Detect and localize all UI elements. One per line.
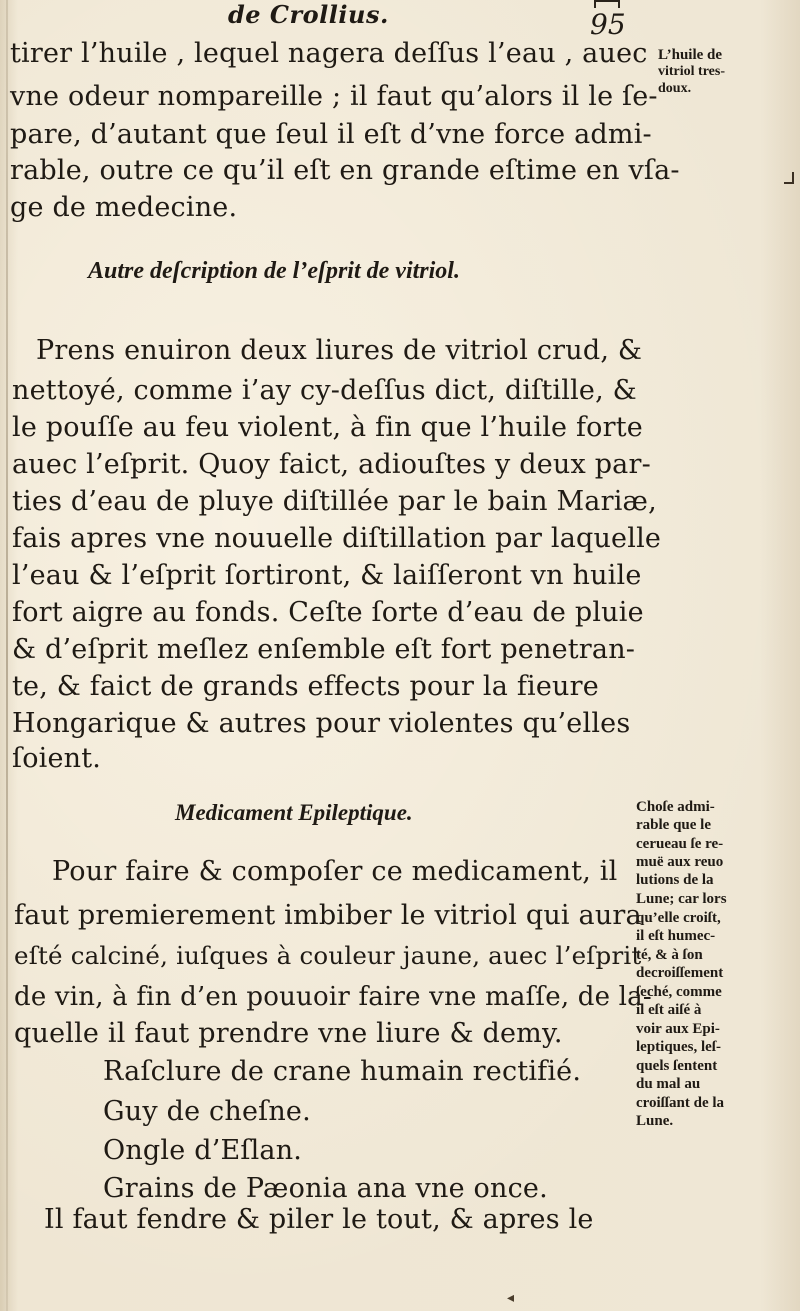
section-heading-epileptic-medicament: Medicament Epileptique. [175,800,413,825]
text-line: eſté calciné, iuſques à couleur jaune, auec l’eſprit [14,941,642,970]
margin-note-line: leptiques, leſ- [636,1039,721,1055]
margin-note-line: il eſt humec- [636,928,716,944]
margin-note-line: du mal au [636,1076,701,1092]
text-line: & d’eſprit meſlez enſemble eſt fort penetran- [12,634,636,665]
text-line: l’eau & l’eſprit ſortiront, & laiſſeront vn huile [12,560,642,591]
margin-note-line: croiſſant de la [636,1095,725,1111]
margin-note-line: ſeché, comme [636,984,722,1000]
text-line: ſoient. [12,743,102,774]
margin-note-line: Lune; car lors [636,891,727,907]
stray-ink-mark: ◂ [507,1290,515,1306]
text-line: Prens enuiron deux liures de vitriol crud, & [36,335,643,366]
text-line: Pour faire & compoſer ce medicament, il [52,856,618,887]
margin-note-line: Lune. [636,1113,674,1129]
text-line: de vin, à fin d’en pouuoir faire vne maſſe, de la- [14,982,652,1012]
text-line: auec l’eſprit. Quoy faict, adiouſtes y deux par- [12,449,651,480]
ingredient-line: Grains de Pæonia ana vne once. [103,1173,548,1204]
text-line: nettoyé, comme i’ay cy-deſſus dict, diſtille, & [12,375,637,406]
margin-note-line: decroiſſement [636,965,724,981]
text-line: quelle il faut prendre vne liure & demy. [14,1018,563,1049]
margin-note-line: Choſe admi- [636,799,715,815]
margin-note-line: doux. [658,81,692,96]
margin-note-line: il eſt aiſé à [636,1002,702,1018]
text-line: fais apres vne nouuelle diſtillation par laquelle [12,523,662,554]
margin-note-line: quels ſentent [636,1058,718,1074]
text-line: te, & faict de grands effects pour la fieure [12,671,599,702]
margin-note-line: cerueau ſe re- [636,836,724,852]
margin-note-line: vitriol tres- [658,64,725,79]
margin-note-line: qu’elle croiſt, [636,910,721,926]
margin-note-line: té, & à ſon [636,947,703,963]
text-line: Hongarique & autres pour violentes qu’elles [12,708,631,739]
corner-bracket-mark [784,172,794,184]
text-line: rable, outre ce qu’il eſt en grande eſtime en vſa- [10,155,680,186]
running-head [0,0,800,41]
margin-note-line: L’huile de [658,47,723,63]
margin-note-line: muë aux reuo [636,854,724,870]
ingredient-line: Ongle d’Eſlan. [103,1135,303,1166]
text-line: fort aigre au fonds. Ceſte ſorte d’eau de pluie [12,597,644,628]
text-line: le pouſſe au feu violent, à fin que l’huile forte [12,412,643,443]
page-gutter-edge [6,0,8,1311]
margin-note-line: rable que le [636,817,711,833]
page-number: 95 [590,8,626,41]
running-title: de Crollius. [228,0,389,29]
text-line: tirer l’huile , lequel nagera deſſus l’eau , auec [10,38,648,69]
margin-note-line: voir aux Epi- [636,1021,720,1037]
text-line: Il faut fendre & piler le tout, & apres le [44,1204,594,1235]
text-line: ties d’eau de pluye diſtillée par le bain Mariæ, [12,486,657,517]
text-line: ge de medecine. [10,192,238,223]
ingredient-line: Raſclure de crane humain rectifié. [103,1056,582,1087]
text-line: pare, d’autant que ſeul il eſt d’vne force admi- [10,119,652,150]
text-line: faut premierement imbiber le vitriol qui aura [14,900,642,931]
ingredient-line: Guy de cheſne. [103,1096,311,1127]
text-line: vne odeur nompareille ; il faut qu’alors il le ſe- [10,81,658,112]
margin-note-line: lutions de la [636,872,714,888]
section-heading-spirit-of-vitriol: Autre deſcription de l’eſprit de vitriol. [88,258,460,284]
